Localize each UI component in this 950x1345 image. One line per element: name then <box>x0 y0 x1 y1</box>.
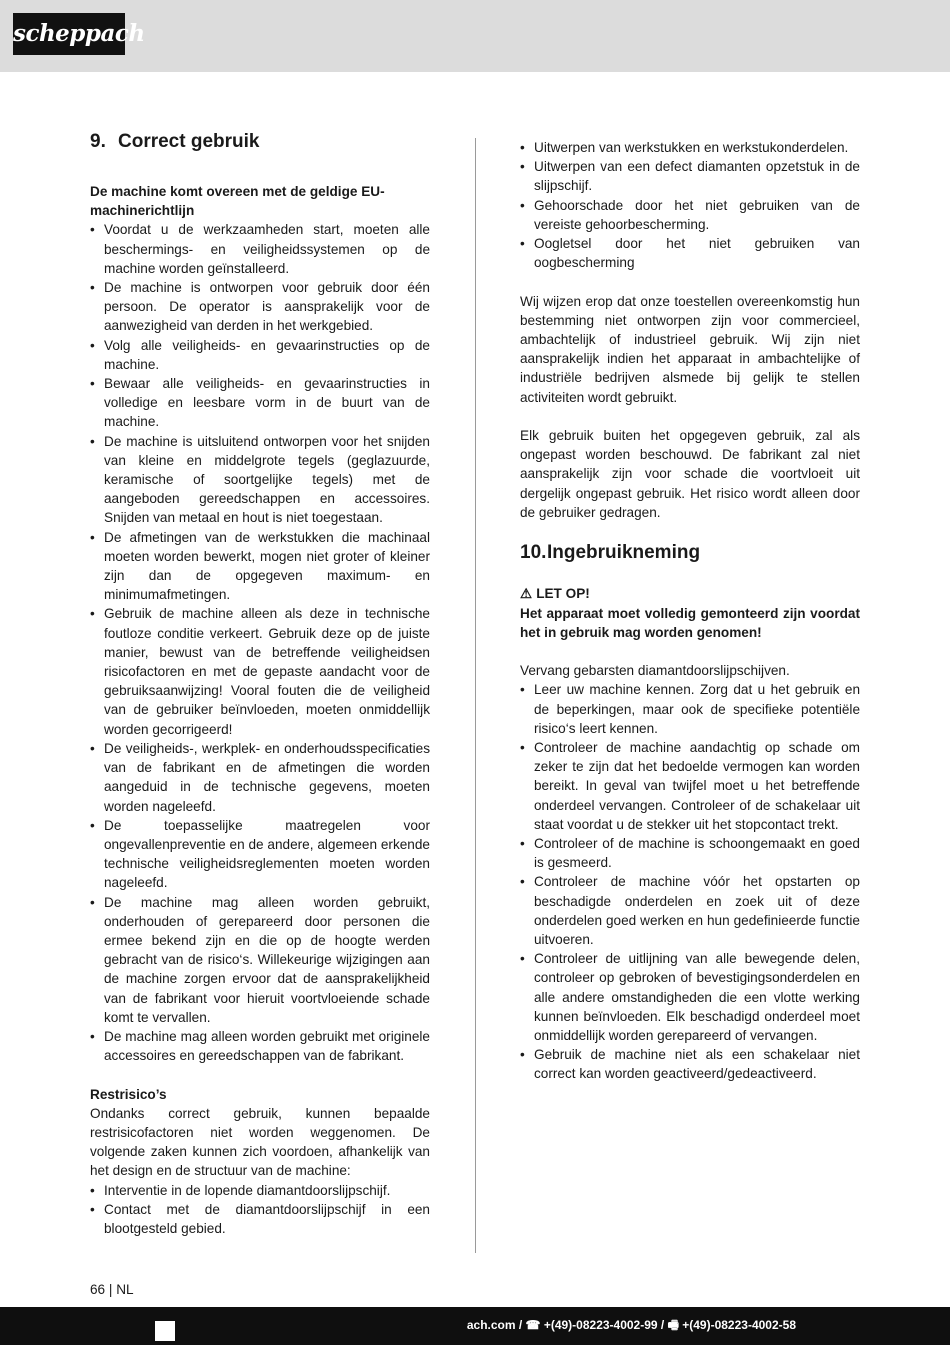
list-item: • Uitwerpen van werkstukken en werkstukonderdelen. <box>520 138 860 157</box>
list-item: • De toepasselijke maatregelen voor ongevallenpreventie en de andere, algemeen erkende technische veiligheidsreglementen moeten worden nageleefd. <box>90 816 430 893</box>
list-item: • De machine mag alleen worden gebruikt met originele accessoires en gereedschappen van de fabrikant. <box>90 1027 430 1065</box>
section-title: Ingebruikneming <box>547 542 701 564</box>
header-band <box>0 0 950 72</box>
warning-label-text: LET OP! <box>536 586 590 602</box>
list-item: • Interventie in de lopende diamantdoorslijpschijf. <box>90 1181 430 1200</box>
list-item: • Oogletsel door het niet gebruiken van oogbescherming <box>520 234 860 272</box>
section-heading-9 <box>90 130 430 154</box>
section-heading-10 <box>520 541 860 565</box>
list-item: • Uitwerpen van een defect diamanten opzetstuk in de slijpschijf. <box>520 157 860 195</box>
bullet-list-risks <box>90 1181 430 1239</box>
list-item: • Voordat u de werkzaamheden start, moeten alle beschermings- en veiligheidssystemen op de machine worden geïnstalleerd. <box>90 220 430 278</box>
list-item: • Controleer de machine aandachtig op schade om zeker te zijn dat het bedoelde vermogen kan worden bereikt. In geval van twijfel moet u het betreffende onderdeel vervangen. Controleer of de schakelaar uit staat voordat u de stekker uit het stopcontact trekt. <box>520 738 860 834</box>
list-item: • De machine is uitsluitend ontworpen voor het snijden van kleine en middelgrote tegels (geglazuurde, keramische of soortgelijke tegels) met de aangeboden gereedschappen en accessoires. Snijden van metaal en hout is niet toegestaan. <box>90 432 430 528</box>
list-item: • De afmetingen van de werkstukken die machinaal moeten worden bewerkt, mogen niet groter of kleiner zijn dan de opgegeven maximum- en minimumafmetingen. <box>90 528 430 605</box>
list-item: • Controleer de uitlijning van alle bewegende delen, controleer op gebroken of bevestigingsonderdelen en alle andere omstandigheden die een vlotte werking kunnen beïnvloeden. Elk beschadigd onderdeel moet onmiddellijk worden gerepareerd of vervangen. <box>520 949 860 1045</box>
page-number: 66 | NL <box>90 1282 134 1297</box>
warning-triangle-icon: ⚠ <box>520 586 533 602</box>
footer-band <box>0 1307 950 1345</box>
section-number: 10. <box>520 542 547 564</box>
subheading-residual-risks: Restrisico’s <box>90 1086 167 1102</box>
scheppach-logo: scheppach <box>13 13 125 55</box>
right-column <box>520 138 860 1084</box>
section-title: Correct gebruik <box>118 131 260 152</box>
footer-contact: ach.com / ☎ +(49)-08223-4002-99 / 🖷 +(49)-08223-4002-58 <box>466 1318 796 1332</box>
list-item: • Volg alle veiligheids- en gevaarinstructies op de machine. <box>90 336 430 374</box>
list-item: • Gebruik de machine niet als een schakelaar niet correct kan worden geactiveerd/gedeactiveerd. <box>520 1045 860 1083</box>
list-item: • Leer uw machine kennen. Zorg dat u het gebruik en de beperkingen, maar ook de specifieke potentiële risico‘s leert kennen. <box>520 680 860 738</box>
list-item: • Contact met de diamantdoorslijpschijf in een blootgesteld gebied. <box>90 1200 430 1238</box>
list-item: • Gebruik de machine alleen als deze in technische foutloze conditie verkeert. Gebruik deze op de juiste manier, bewust van de betreffende veiligheidsen risicofactoren en met de gepaste aandacht voor de gebruiksaanwijzing! Vooral fouten die de veiligheid van de gebruiker beïnvloeden, moeten onmiddellijk worden gecorrigeerd! <box>90 604 430 738</box>
bullet-list-risks-continued <box>520 138 860 272</box>
paragraph-liability: Wij wijzen erop dat onze toestellen overeenkomstig hun bestemming niet ontworpen zijn voor commercieel, ambachtelijk of industrieel gebruik. Wij zijn niet aansprakelijk indien het apparaat in ambachtelijke of industriële bedrijven alsmede bij gelijk te stellen activiteiten wordt gebruikt. <box>520 293 860 405</box>
left-column <box>90 130 430 1238</box>
list-item: • Bewaar alle veiligheids- en gevaarinstructies in volledige en leesbare vorm in de buurt van de machine. <box>90 374 430 432</box>
list-item: • De machine mag alleen worden gebruikt, onderhouden of gerepareerd door personen die ermee bekend zijn en die op de hoogte werden gebracht van de risico‘s. Willekeurige wijzigingen aan de machine zorgen ervoor dat de aansprakelijkheid van de fabrikant voor hieruit voortvloeiende schade komt te vervallen. <box>90 893 430 1027</box>
list-item: • De machine is ontworpen voor gebruik door één persoon. De operator is aansprakelijk voor de aanwezigheid van derden in het werkgebied. <box>90 278 430 336</box>
list-item: • Gehoorschade door het niet gebruiken van de vereiste gehoorbescherming. <box>520 196 860 234</box>
paragraph-residual-risks: Ondanks correct gebruik, kunnen bepaalde restrisicofactoren niet worden weggenomen. De volgende zaken kunnen zich voordoen, afhankelijk van het design en de structuur van de machine: <box>90 1105 430 1179</box>
list-item: • Controleer de machine vóór het opstarten op beschadigde onderdelen en zoek uit of deze onderdelen goed werken en hun gedefinieerde functie uitvoeren. <box>520 872 860 949</box>
section-number: 9. <box>90 131 106 152</box>
bullet-list-commissioning <box>520 680 860 1083</box>
column-divider <box>475 138 476 1253</box>
paragraph-replace-discs: Vervang gebarsten diamantdoorslijpschijven. <box>520 663 790 679</box>
list-item: • Controleer of de machine is schoongemaakt en goed is gesmeerd. <box>520 834 860 872</box>
warning-label <box>520 584 860 603</box>
list-item: • De veiligheids-, werkplek- en onderhoudsspecificaties van de fabrikant en de afmetingen die worden aangeduid in de technische gegevens, moeten worden nageleefd. <box>90 739 430 816</box>
subheading-eu-directive: De machine komt overeen met de geldige EU-machinerichtlijn <box>90 184 385 219</box>
footer-marker <box>155 1321 175 1341</box>
warning-text: Het apparaat moet volledig gemonteerd zijn voordat het in gebruik mag worden genomen! <box>520 605 860 640</box>
paragraph-improper-use: Elk gebruik buiten het opgegeven gebruik, zal als ongepast worden beschouwd. De fabrikant zal niet aansprakelijk zijn voor schade die voortvloeit uit dergelijk ongepast gebruik. Het risico wordt alleen door de gebruiker gedragen. <box>520 428 860 520</box>
bullet-list-usage <box>90 220 430 1065</box>
